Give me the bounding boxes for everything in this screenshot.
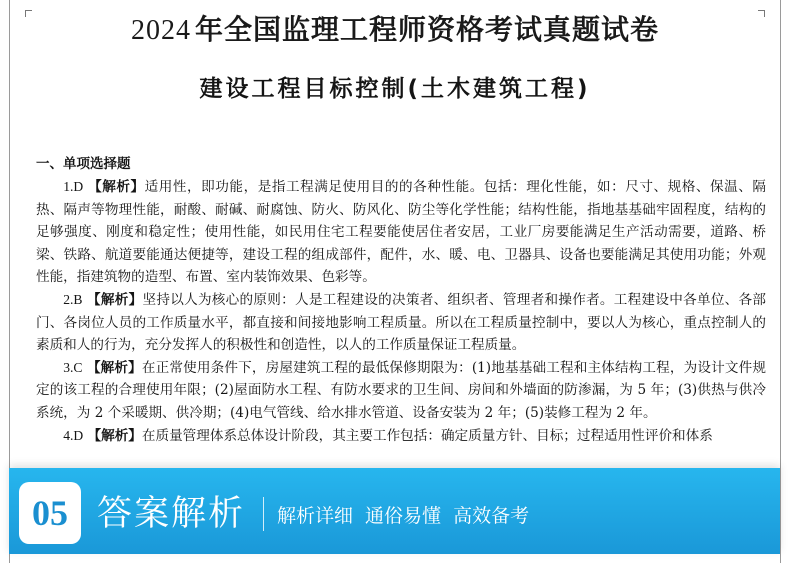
exam-title-year: 2024 bbox=[130, 15, 191, 46]
answer-item-4 bbox=[36, 425, 766, 448]
answer-text: 适用性，即功能，是指工程满足使用目的的各种性能。包括：理化性能，如：尺寸、规格、保温、隔热、隔声等物理性能，耐酸、耐碱、耐腐蚀、防火、防风化、防尘等化学性能；结构性能，指地基基础牢固程度，结构的足够强度、刚度和稳定性；使用性能，如民用住宅工程要能使居住者安居，工业厂房要能满足生产活动需要，道路、桥梁、铁路、航道要能通达便捷等，建设工程的组成部件，配件，水、暖、电、卫器具、设备也要能满足其使用功能；外观性能，指建筑物的造型、布置、室内装饰效果、色彩等。 bbox=[36, 179, 767, 286]
analysis-tag: 【解析】 bbox=[87, 427, 142, 444]
answer-label: 3.C bbox=[63, 359, 83, 375]
section-number-badge: 05 bbox=[19, 482, 81, 544]
answer-label: 2.B bbox=[63, 291, 83, 307]
answer-label: 1.D bbox=[63, 179, 84, 194]
answer-text: 在质量管理体系总体设计阶段，其主要工作包括：确定质量方针、目标；过程适用性评价和体系 bbox=[141, 427, 713, 444]
answer-text: 在正常使用条件下，房屋建筑工程的最低保修期限为：(1)地基基础工程和主体结构工程，为设计文件规定的该工程的合理使用年限；(2)屋面防水工程、有防水要求的卫生间、房间和外墙面的防渗漏，为 5 年；(3)供热与供冷系统，为 2 个采暖期、供冷期；(4)电气管线、给水排水管道、设备安装为 2 年；(5)装修工程为 2 年。 bbox=[36, 359, 766, 421]
banner-tagline: 解析详细 通俗易懂 高效备考 bbox=[277, 505, 530, 527]
answer-item-1 bbox=[36, 176, 766, 289]
analysis-tag: 【解析】 bbox=[87, 291, 143, 308]
answer-text: 坚持以人为核心的原则：人是工程建设的决策者、组织者、管理者和操作者。工程建设中各单位、各部门、各岗位人员的工作质量水平，都直接和间接地影响工程质量。所以在工程质量控制中，要以人为核心，重点控制人的素质和人的行为，充分发挥人的积极性和创造性，以人的工作质量保证工程质量。 bbox=[36, 291, 767, 354]
analysis-tag: 【解析】 bbox=[88, 179, 145, 195]
answer-label: 4.D bbox=[63, 427, 84, 443]
answer-item-3 bbox=[36, 357, 766, 425]
section-heading: 一、单项选择题 bbox=[36, 156, 131, 172]
banner-title: 答案解析 bbox=[97, 494, 246, 534]
banner-divider bbox=[263, 497, 264, 531]
analysis-tag: 【解析】 bbox=[86, 359, 142, 376]
answer-item-2 bbox=[36, 289, 766, 357]
exam-subtitle: 建设工程目标控制(土木建筑工程) bbox=[199, 76, 591, 102]
answer-analysis-banner bbox=[9, 468, 780, 554]
exam-title-text: 年全国监理工程师资格考试真题试卷 bbox=[194, 13, 659, 46]
answer-list bbox=[36, 176, 766, 447]
exam-title bbox=[0, 8, 790, 48]
